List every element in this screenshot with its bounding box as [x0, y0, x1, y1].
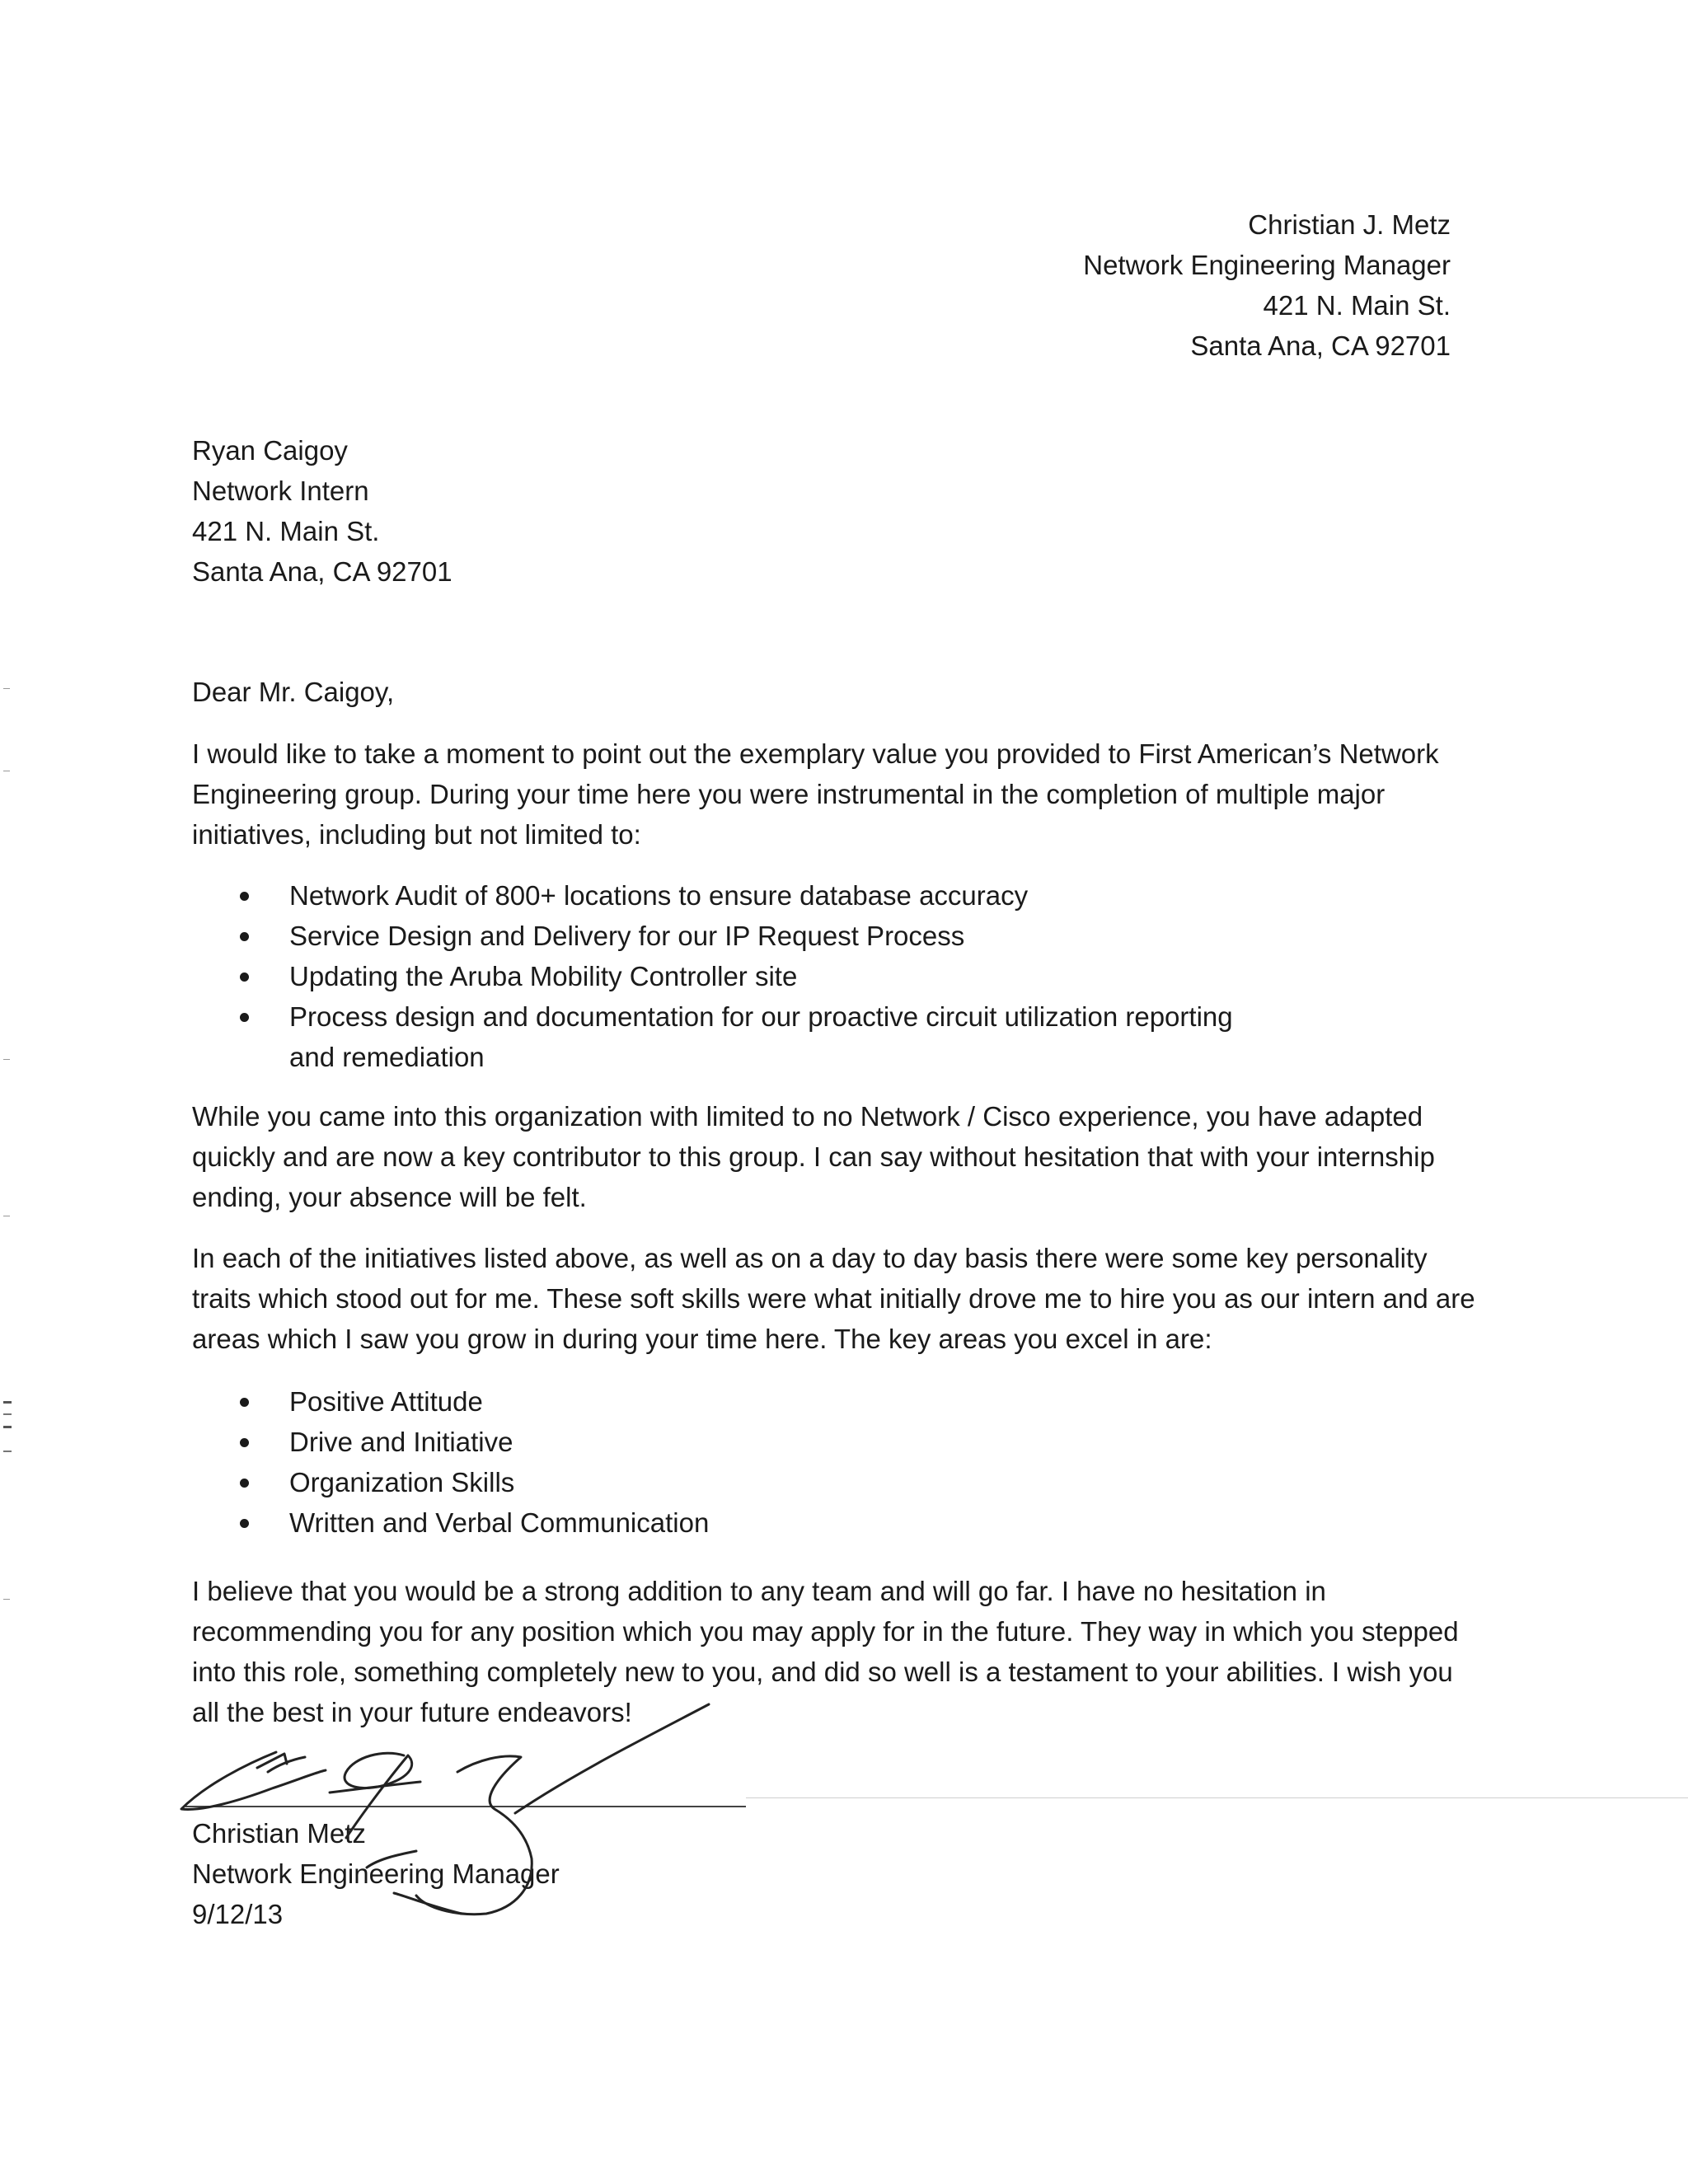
list-item-text: Written and Verbal Communication	[289, 1507, 710, 1538]
bullet-icon	[240, 1438, 249, 1447]
signature-stroke	[257, 1754, 287, 1768]
scan-mark	[3, 688, 10, 689]
traits-paragraph-block	[192, 1238, 1478, 1359]
list-item-text: Network Audit of 800+ locations to ensure database accuracy	[289, 880, 1029, 911]
scan-mark	[3, 1059, 10, 1060]
bullet-icon	[240, 892, 249, 901]
sender-street: 421 N. Main St.	[1263, 290, 1451, 321]
signer-title: Network Engineering Manager	[192, 1858, 560, 1889]
experience-paragraph-block	[192, 1096, 1478, 1217]
bullet-icon	[240, 972, 249, 982]
intro-paragraph-block	[192, 733, 1478, 855]
signature-stroke	[330, 1782, 420, 1793]
bullet-icon	[240, 1398, 249, 1407]
list-item	[192, 956, 1478, 996]
list-item-text: Organization Skills	[289, 1467, 515, 1497]
scan-mark	[3, 1401, 12, 1404]
initiatives-list	[192, 875, 1478, 1077]
sender-city: Santa Ana, CA 92701	[1190, 330, 1451, 361]
signer-name: Christian Metz	[192, 1818, 366, 1849]
bullet-icon	[240, 1519, 249, 1528]
sender-name: Christian J. Metz	[1248, 209, 1451, 240]
signature-stroke	[268, 1757, 305, 1772]
signature-stroke	[181, 1752, 326, 1809]
scan-mark	[3, 1413, 12, 1415]
scan-mark	[3, 1451, 12, 1452]
list-item-text: Positive Attitude	[289, 1386, 483, 1417]
initiatives-list-block	[192, 875, 1478, 1077]
list-item	[192, 1502, 1478, 1543]
scan-mark	[3, 1599, 10, 1600]
closing-paragraph-block	[192, 1571, 1478, 1732]
recipient-city: Santa Ana, CA 92701	[192, 556, 452, 587]
experience-paragraph: While you came into this organization with limited to no Network / Cisco experience, you have adapted quickly and are now a key contributor to this group. I can say without hesitation that with your internship ending, your absence will be felt.	[192, 1101, 1435, 1212]
list-item	[192, 1422, 1478, 1462]
list-item	[192, 1381, 1478, 1422]
key-areas-list-block	[192, 1381, 1478, 1543]
salutation: Dear Mr. Caigoy,	[192, 677, 395, 707]
list-item-text: Process design and documentation for our proactive circuit utilization reporting and remediation	[289, 1001, 1233, 1072]
recipient-title: Network Intern	[192, 476, 369, 506]
key-areas-list	[192, 1381, 1478, 1543]
signature-block	[192, 1813, 560, 1934]
scan-mark	[3, 1426, 12, 1428]
list-item-text: Service Design and Delivery for our IP Request Process	[289, 921, 965, 951]
recipient-address-block	[192, 430, 452, 592]
closing-paragraph: I believe that you would be a strong addition to any team and will go far. I have no hesitation in recommending you for any position which you may apply for in the future. They way in which you stepped into this role, something completely new to you, and did so well is a testament to your abilities. I wish you all the best in your future endeavors!	[192, 1576, 1459, 1727]
sender-address-block	[1083, 204, 1451, 366]
recipient-street: 421 N. Main St.	[192, 516, 380, 546]
traits-paragraph: In each of the initiatives listed above, as well as on a day to day basis there were some key personality traits which stood out for me. These soft skills were what initially drove me to hire you as our intern and are areas which I saw you grow in during your time here. The key areas you excel in are:	[192, 1243, 1475, 1354]
signature-line	[185, 1806, 746, 1807]
bullet-icon	[240, 1479, 249, 1488]
scan-margin-marks	[0, 0, 16, 2184]
list-item-text: Updating the Aruba Mobility Controller site	[289, 961, 798, 991]
list-item	[192, 996, 1478, 1077]
sender-title: Network Engineering Manager	[1083, 250, 1451, 280]
list-item-text: Drive and Initiative	[289, 1427, 513, 1457]
recipient-name: Ryan Caigoy	[192, 435, 348, 466]
signature-date: 9/12/13	[192, 1899, 284, 1929]
bullet-icon	[240, 1013, 249, 1022]
list-item	[192, 916, 1478, 956]
intro-paragraph: I would like to take a moment to point out the exemplary value you provided to First American’s Network Engineering group. During your time here you were instrumental in the completion of multiple major initiatives, including but not limited to:	[192, 738, 1439, 850]
bullet-icon	[240, 932, 249, 941]
list-item	[192, 1462, 1478, 1502]
scan-artifact-line	[746, 1797, 1688, 1798]
list-item	[192, 875, 1478, 916]
